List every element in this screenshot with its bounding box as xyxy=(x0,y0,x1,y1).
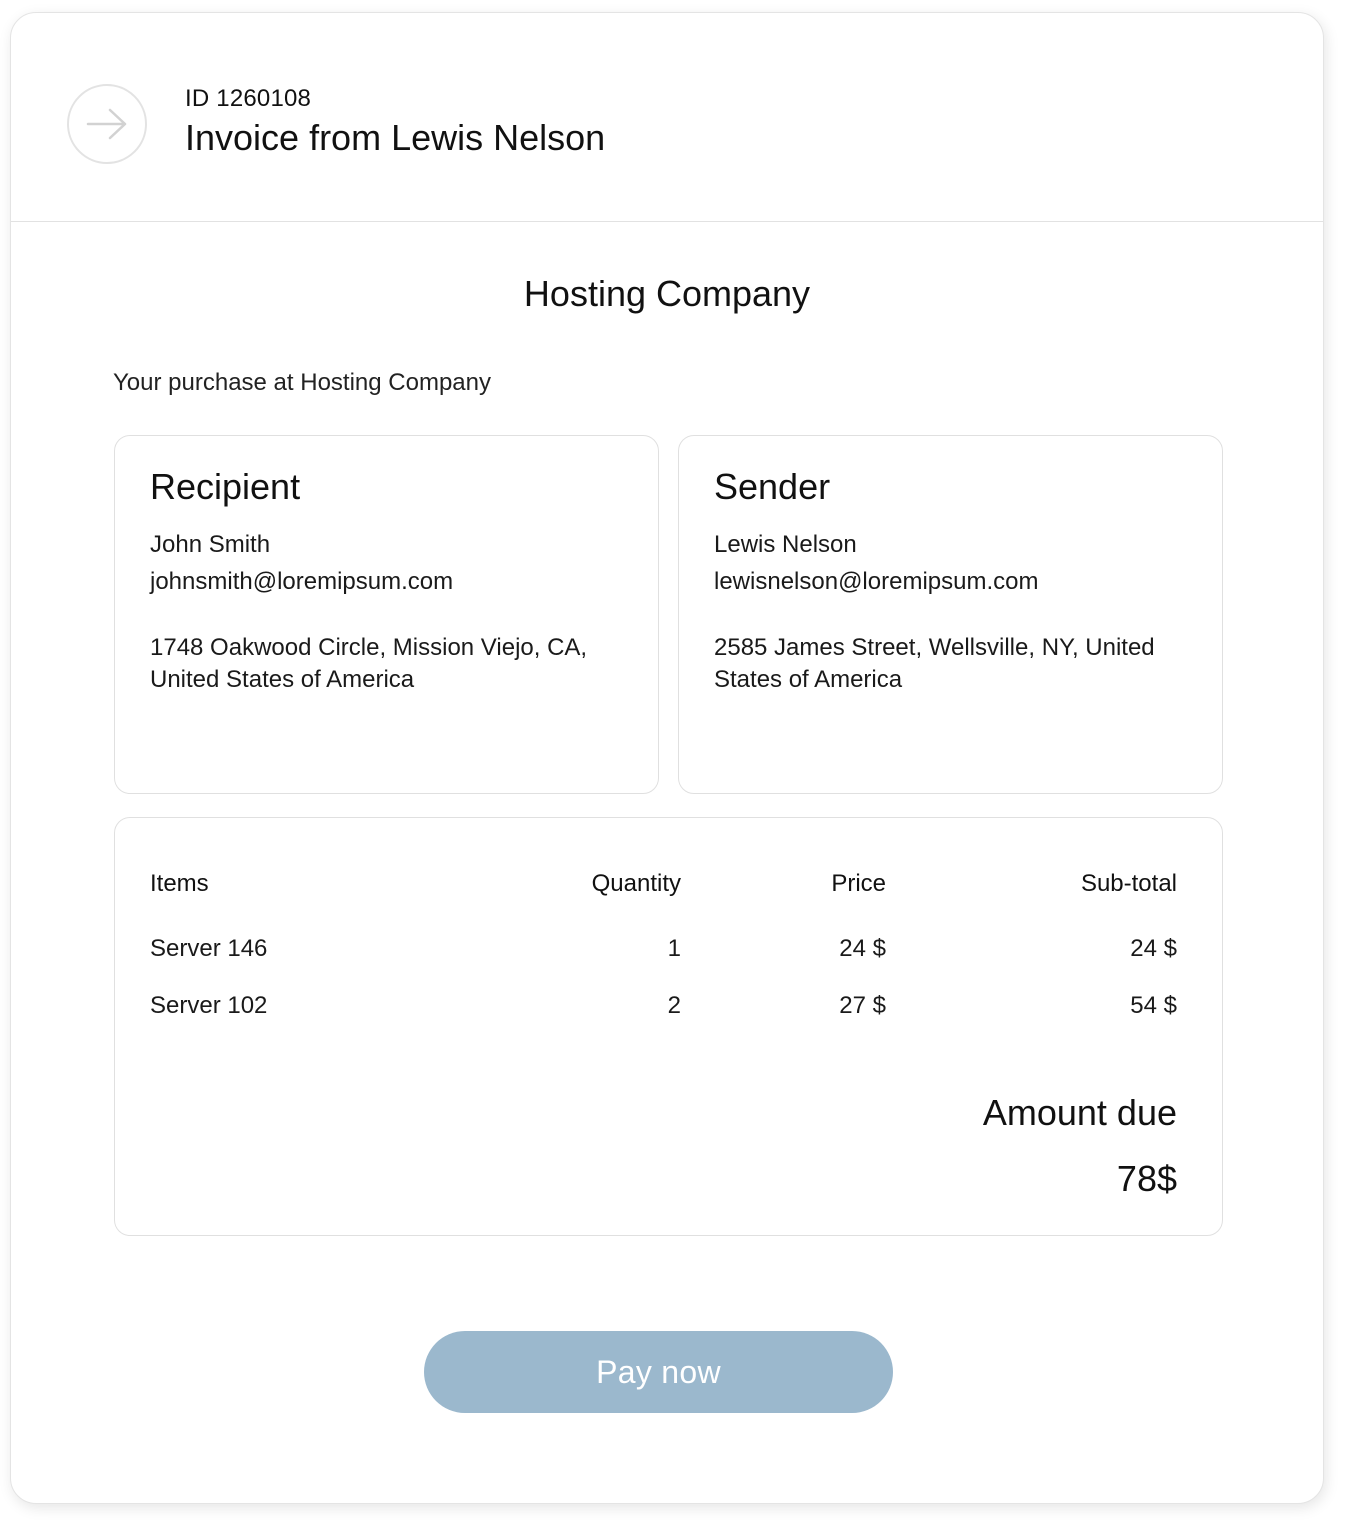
back-button[interactable] xyxy=(67,84,147,164)
amount-due-label: Amount due xyxy=(982,1092,1177,1133)
invoice-title: Invoice from Lewis Nelson xyxy=(185,117,606,158)
item-quantity: 2 xyxy=(667,992,681,1019)
item-subtotal: 24 $ xyxy=(1130,935,1177,962)
sender-address: 2585 James Street, Wellsville, NY, United States of America xyxy=(714,634,1155,693)
sender-email: lewisnelson@loremipsum.com xyxy=(714,568,1039,595)
item-name: Server 146 xyxy=(150,935,268,962)
recipient-panel xyxy=(114,435,659,794)
item-quantity: 1 xyxy=(667,935,681,962)
items-header: Items xyxy=(150,870,209,897)
recipient-email: johnsmith@loremipsum.com xyxy=(150,568,454,595)
arrow-right-icon xyxy=(85,106,129,142)
recipient-heading: Recipient xyxy=(150,466,301,507)
recipient-name: John Smith xyxy=(150,531,271,558)
purchase-intro: Your purchase at Hosting Company xyxy=(113,369,491,396)
invoice-header xyxy=(11,13,1323,222)
recipient-address: 1748 Oakwood Circle, Mission Viejo, CA, United States of America xyxy=(150,634,588,693)
item-subtotal: 54 $ xyxy=(1130,992,1177,1019)
invoice-card xyxy=(10,12,1324,1504)
item-name: Server 102 xyxy=(150,992,268,1019)
company-name: Hosting Company xyxy=(523,273,811,314)
pay-now-button[interactable]: Pay now xyxy=(424,1331,893,1413)
item-price: 24 $ xyxy=(839,935,886,962)
items-panel xyxy=(114,817,1223,1236)
subtotal-header: Sub-total xyxy=(1080,870,1177,897)
amount-due-value: 78$ xyxy=(1116,1158,1177,1199)
invoice-id: ID 1260108 xyxy=(185,85,312,112)
sender-heading: Sender xyxy=(714,466,831,507)
item-price: 27 $ xyxy=(839,992,886,1019)
sender-name: Lewis Nelson xyxy=(714,531,857,558)
quantity-header: Quantity xyxy=(591,870,681,897)
price-header: Price xyxy=(831,870,886,897)
sender-panel xyxy=(678,435,1223,794)
